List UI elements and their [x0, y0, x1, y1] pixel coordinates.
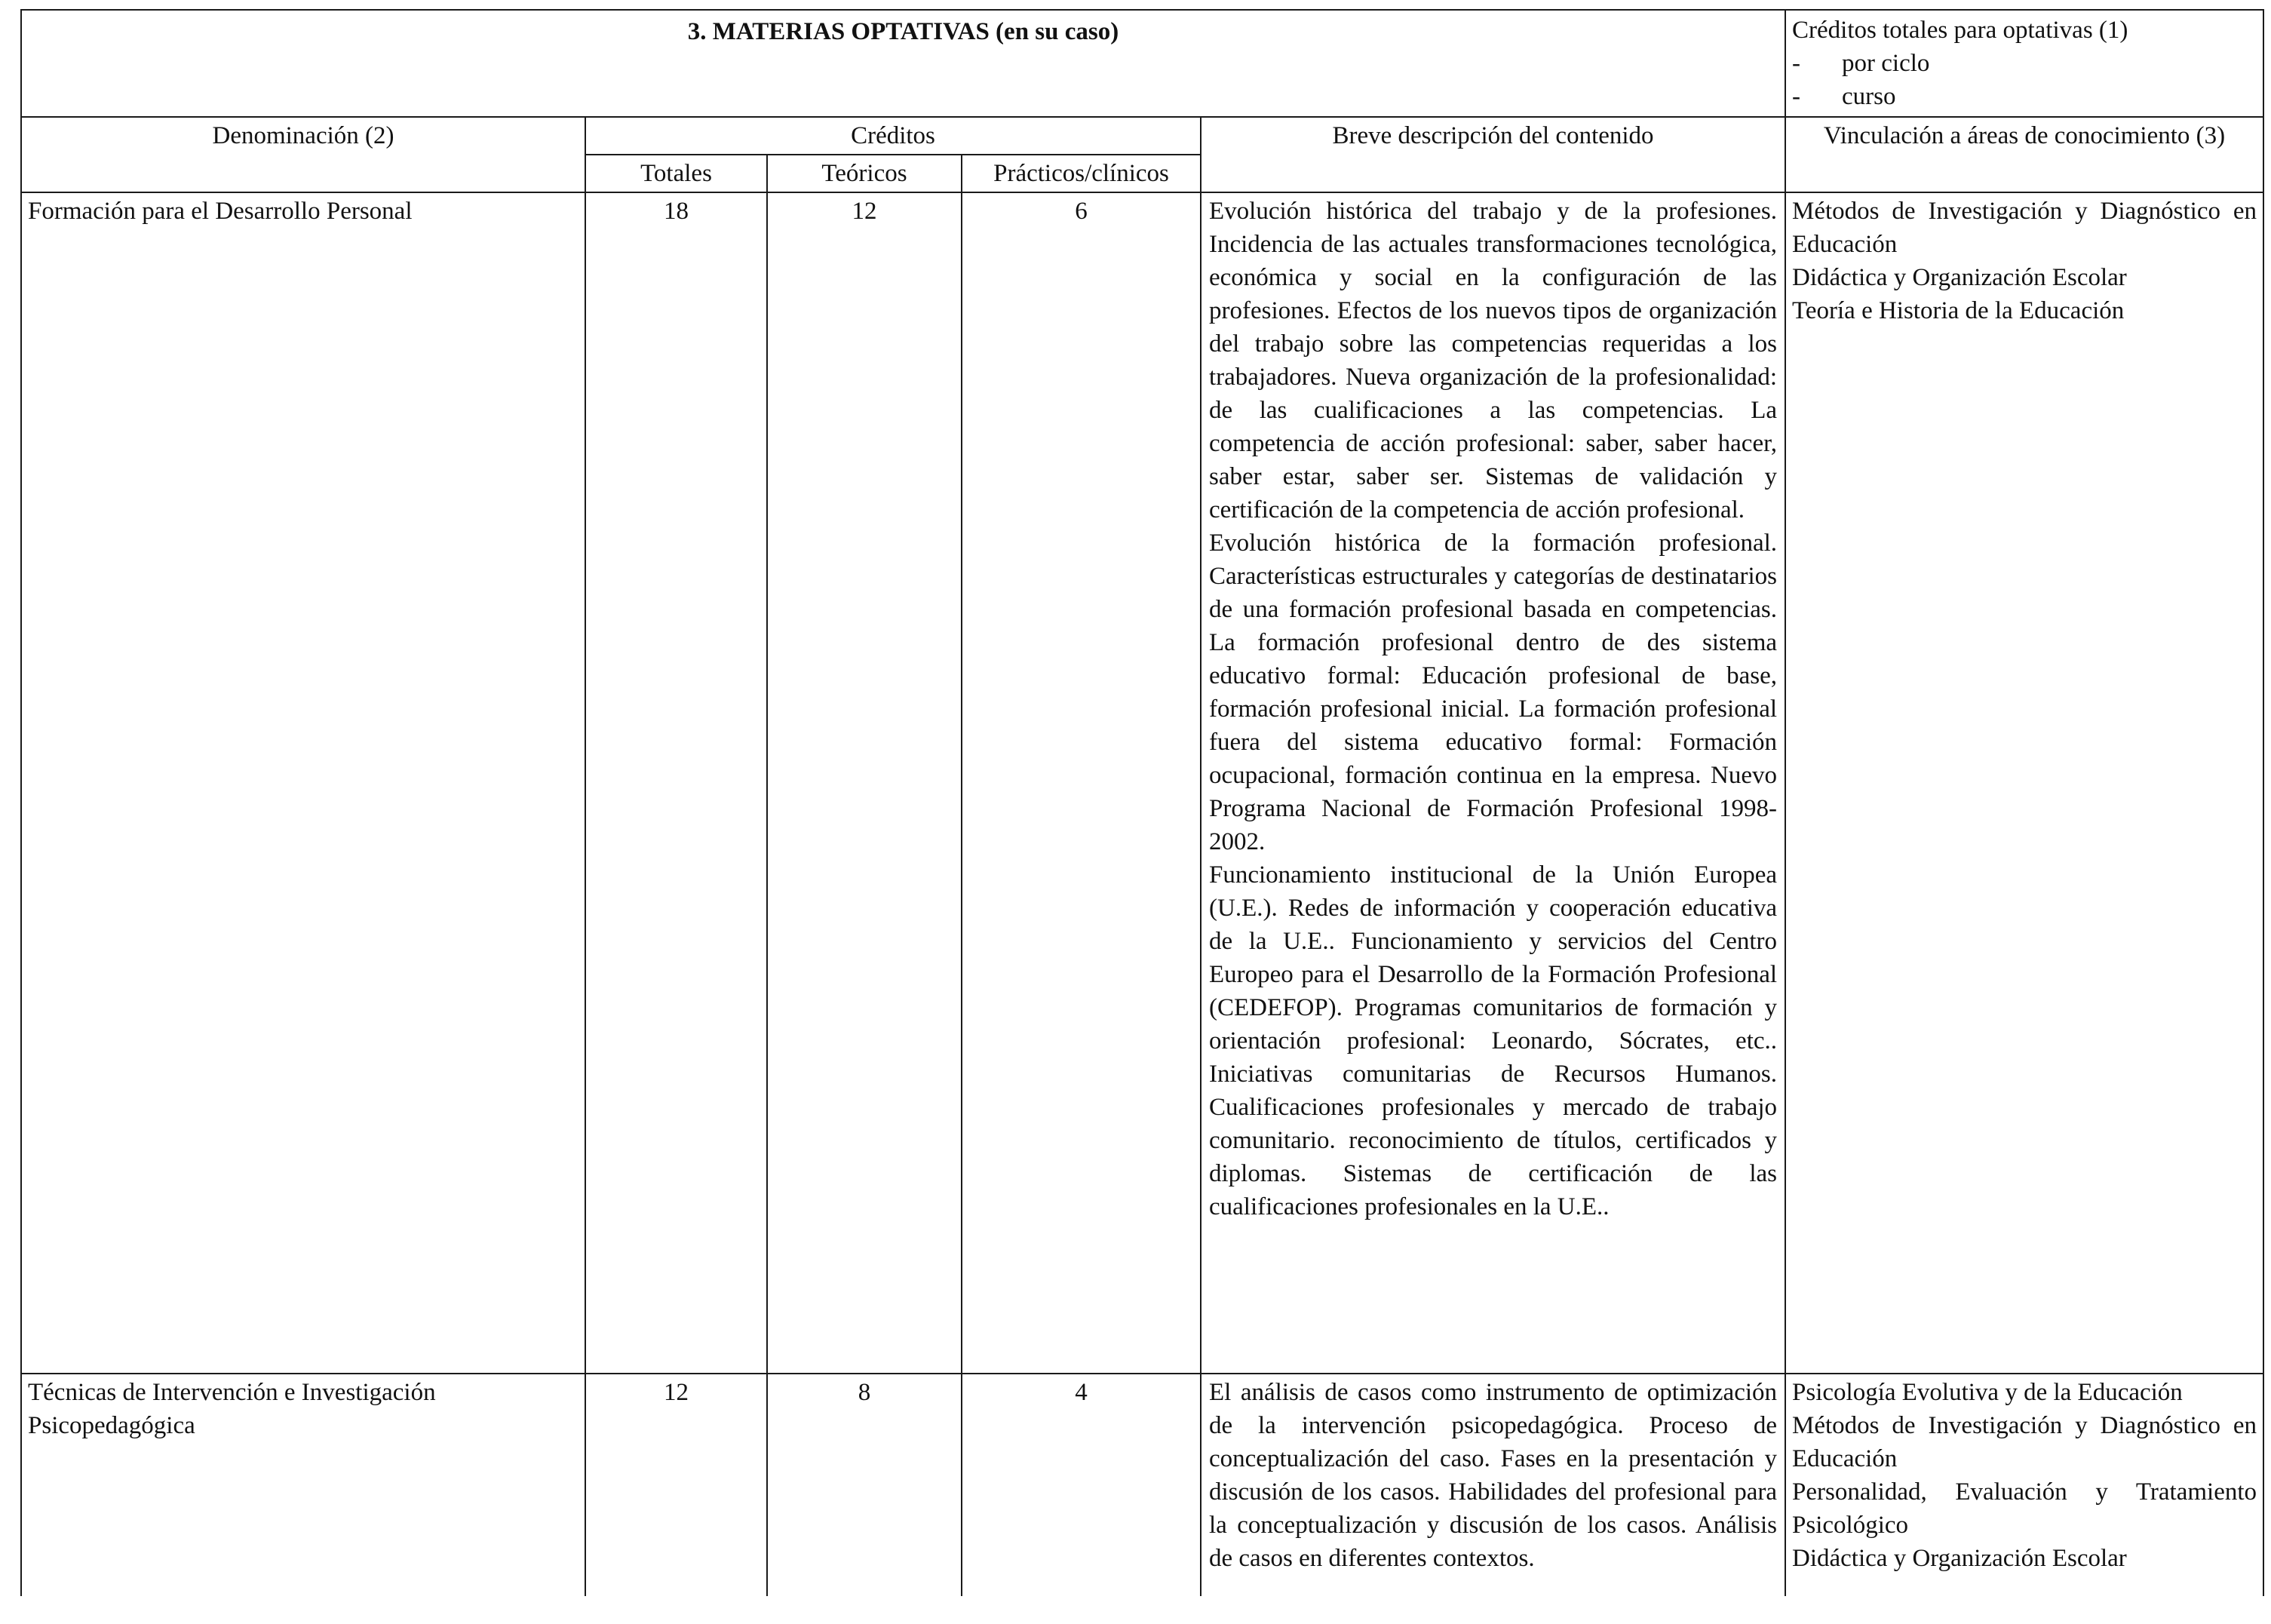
area-item: Didáctica y Organización Escolar	[1792, 264, 2127, 291]
area-item: Teoría e Historia de la Educación	[1792, 297, 2125, 324]
credits-teoricos: 12	[767, 192, 962, 1374]
optional-subjects-table	[20, 9, 2264, 1596]
description-paragraph: El análisis de casos como instrumento de optimización de la intervención psicopedagógica. Proceso de conceptualización del caso. Fases en la presentación y discusión de los casos. Habilidades del profesional para la conceptualización y discusión de los casos. Análisis de casos en diferentes contextos.	[1209, 1379, 1778, 1572]
credits-practicos: 4	[962, 1374, 1201, 1596]
header-teoricos: Teóricos	[767, 155, 962, 192]
header-descripcion: Breve descripción del contenido	[1201, 117, 1785, 192]
credits-totales: 12	[585, 1374, 767, 1596]
description-paragraph: Funcionamiento institucional de la Unión Europea (U.E.). Redes de información y cooperación educativa de la U.E.. Funcionamiento y servicios del Centro Europeo para el Desarrollo de la Formación Profesional (CEDEFOP). Programas comunitarios de formación y orientación profesional: Leonardo, Sócrates, etc.. Iniciativas comunitarias de Recursos Humanos. Cualificaciones profesionales y mercado de trabajo comunitario. reconocimiento de títulos, certificados y diplomas. Sistemas de certificación de las cualificaciones profesionales en la U.E..	[1209, 861, 1778, 1220]
header-totales: Totales	[585, 155, 767, 192]
knowledge-areas	[1785, 192, 2263, 1374]
section-title: 3. MATERIAS OPTATIVAS (en su caso)	[21, 10, 1785, 117]
area-item: Métodos de Investigación y Diagnóstico en Educación	[1792, 198, 2257, 258]
credits-item-label: curso	[1842, 83, 1896, 110]
header-vinculacion: Vinculación a áreas de conocimiento (3)	[1785, 117, 2263, 192]
list-marker: -	[1792, 50, 1801, 77]
credits-item-label: por ciclo	[1842, 50, 1930, 77]
credits-item-curso	[1792, 80, 2257, 113]
header-practicos: Prácticos/clínicos	[962, 155, 1201, 192]
area-item: Didáctica y Organización Escolar	[1792, 1545, 2127, 1572]
credits-teoricos: 8	[767, 1374, 962, 1596]
table-row	[21, 192, 2263, 1374]
table-row	[21, 1374, 2263, 1596]
credits-item-ciclo	[1792, 47, 2257, 80]
total-credits-label: Créditos totales para optativas (1)	[1792, 17, 2128, 44]
description-paragraph: Evolución histórica del trabajo y de la profesiones. Incidencia de las actuales transformaciones tecnológica, económica y social en la configuración de las profesiones. Efectos de los nuevos tipos de organización del trabajo sobre las competencias requeridas a los trabajadores. Nueva organización de la profesionalidad: de las cualificaciones a las competencias. La competencia de acción profesional: saber, saber hacer, saber estar, saber ser. Sistemas de validación y certificación de la competencia de acción profesional.	[1209, 198, 1778, 523]
total-credits-box	[1785, 10, 2263, 117]
description-paragraph: Evolución histórica de la formación profesional. Características estructurales y categorías de destinatarios de una formación profesional basada en competencias. La formación profesional dentro de des sistema educativo formal: Educación profesional de base, formación profesional inicial. La formación profesional fuera del sistema educativo formal: Formación ocupacional, formación continua en la empresa. Nuevo Programa Nacional de Formación Profesional 1998-2002.	[1209, 530, 1778, 855]
header-creditos: Créditos	[585, 117, 1201, 155]
subject-name: Técnicas de Intervención e Investigación Psicopedagógica	[21, 1374, 585, 1596]
subject-name: Formación para el Desarrollo Personal	[21, 192, 585, 1374]
header-denominacion: Denominación (2)	[21, 117, 585, 192]
area-item: Personalidad, Evaluación y Tratamiento Psicológico	[1792, 1478, 2257, 1539]
title-row	[21, 10, 2263, 117]
content-description	[1201, 1374, 1785, 1596]
content-description	[1201, 192, 1785, 1374]
knowledge-areas	[1785, 1374, 2263, 1596]
list-marker: -	[1792, 83, 1801, 110]
area-item: Psicología Evolutiva y de la Educación	[1792, 1379, 2183, 1406]
area-item: Métodos de Investigación y Diagnóstico en Educación	[1792, 1412, 2257, 1472]
header-row	[21, 117, 2263, 155]
credits-practicos: 6	[962, 192, 1201, 1374]
credits-totales: 18	[585, 192, 767, 1374]
